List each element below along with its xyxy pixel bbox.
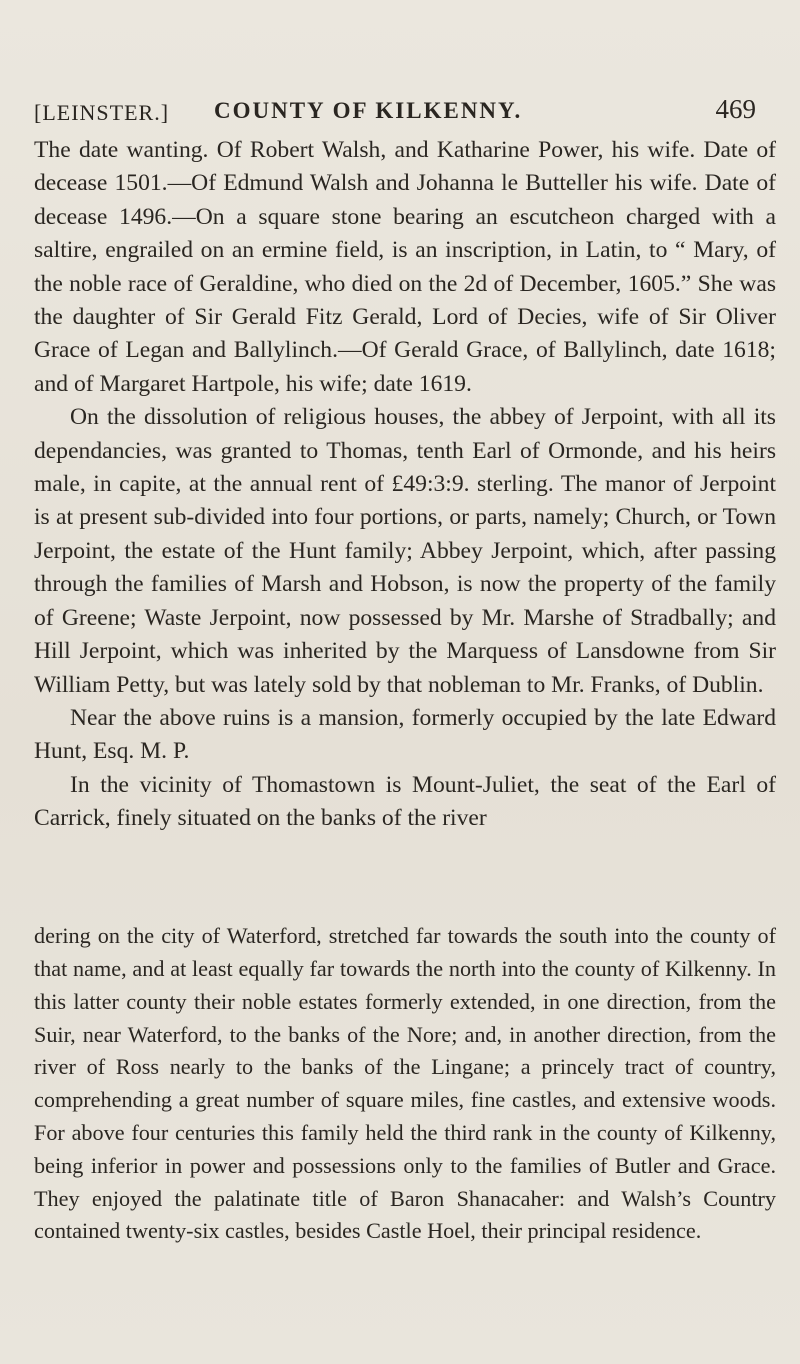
paragraph: In the vicinity of Thomastown is Mount-Juliet, the seat of the Earl of Carrick, finely situated on the banks of the river xyxy=(34,771,776,832)
paragraph: Near the above ruins is a mansion, formerly occupied by the late Edward Hunt, Esq. M. P. xyxy=(34,704,776,765)
page-number: 469 xyxy=(715,94,756,124)
paragraph: The date wanting. Of Robert Walsh, and Katharine Power, his wife. Date of decease 1501.—Of Edmund Walsh and Johanna le Butteller his wife. Date of decease 1496.—On a square stone bearing an escutcheon charged with a saltire, engrailed on an ermine field, is an inscription, in Latin, to “ Mary, of the noble race of Geraldine, who died on the 2d of December, 1605.” She was the daughter of Sir Gerald Fitz Gerald, Lord of Decies, wife of Sir Oliver Grace of Legan and Ballylinch.—Of Gerald Grace, of Ballylinch, date 1618; and of Margaret Hartpole, his wife; date 1619. xyxy=(34,137,776,397)
running-title: COUNTY OF KILKENNY. xyxy=(214,98,523,123)
section-label: [LEINSTER.] xyxy=(34,100,170,125)
footnote-text xyxy=(34,898,776,1270)
paragraph: On the dissolution of religious houses, the abbey of Jerpoint, with all its dependancies, was granted to Thomas, tenth Earl of Ormonde, and his heirs male, in capite, at the annual rent of £49:3:9. sterling. The manor of Jerpoint is at present sub-divided into four portions, or parts, namely; Church, or Town Jerpoint, the estate of the Hunt family; Abbey Jerpoint, which, after passing through the families of Marsh and Hobson, is now the property of the family of Greene; Waste Jerpoint, now possessed by Mr. Marshe of Stradbally; and Hill Jerpoint, which was inherited by the Marquess of Lansdowne from Sir William Petty, but was lately sold by that nobleman to Mr. Franks, of Dublin. xyxy=(34,404,776,698)
main-text xyxy=(34,134,776,836)
footnote: dering on the city of Waterford, stretched far towards the south into the county of that name, and at least equally far towards the north into the county of Kilkenny. In this latter county their noble estates formerly extended, in one direction, from the Suir, near Waterford, to the banks of the Nore; and, in another direction, from the river of Ross nearly to the banks of the Lingane; a princely tract of country, comprehending a great number of square miles, fine castles, and extensive woods. For above four centuries this family held the third rank in the county of Kilkenny, being inferior in power and possessions only to the families of Butler and Grace. They enjoyed the palatinate title of Baron Shanacaher: and Walsh’s Country contained twenty-six castles, besides Castle Hoel, their principal residence. xyxy=(34,923,776,1244)
running-header xyxy=(34,94,770,130)
